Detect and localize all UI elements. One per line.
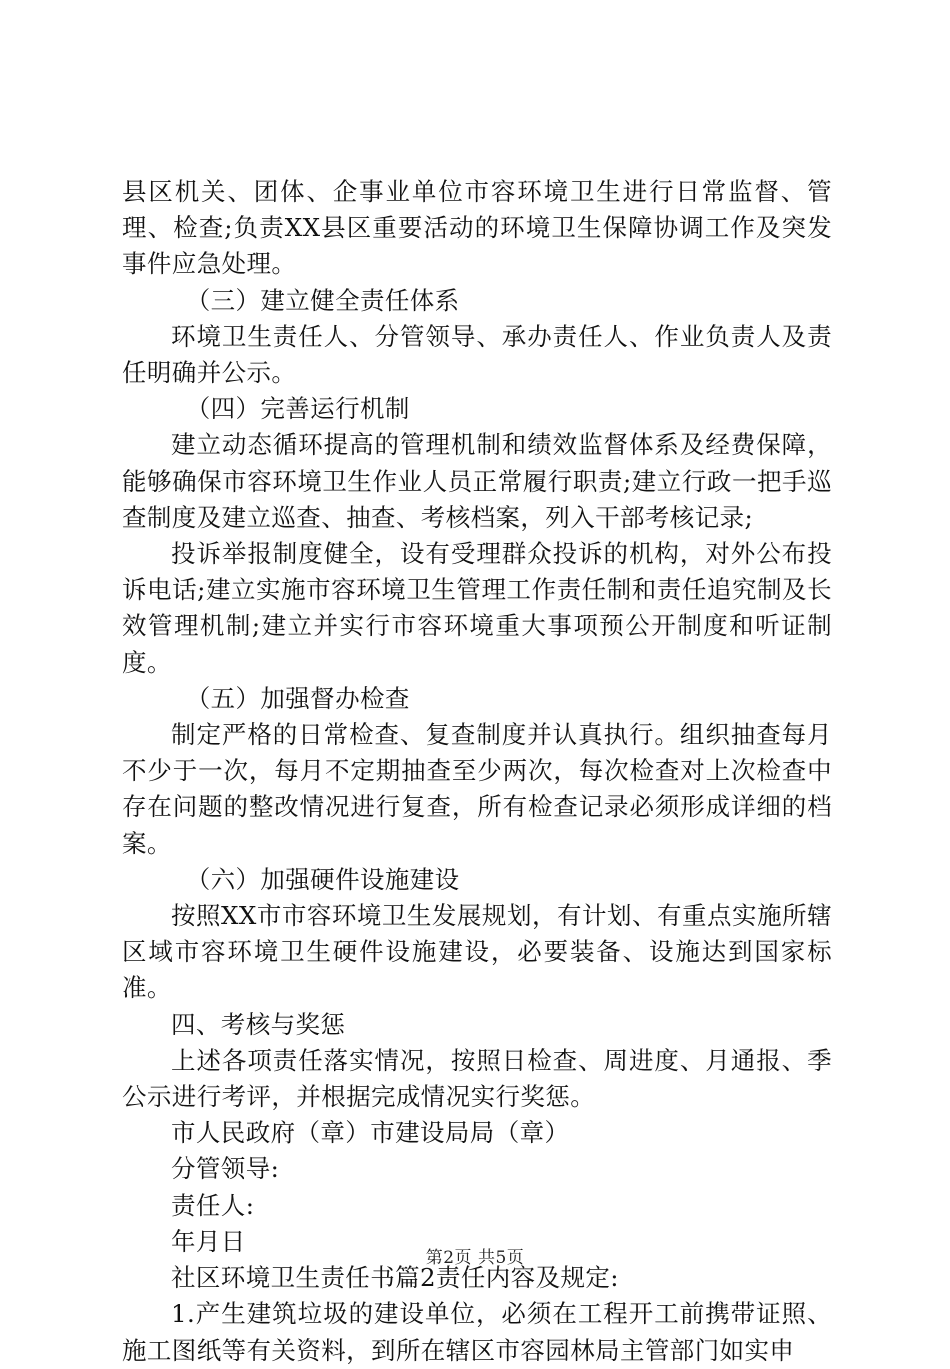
document-body [122,174,832,1369]
document-2-title: 社区环境卫生责任书篇2责任内容及规定: [171,1263,619,1293]
paragraph: 投诉举报制度健全，设有受理群众投诉的机构，对外公布投诉电话;建立实施市容环境卫生管理工作责任制和责任追究制及长效管理机制;建立并实行市容环境重大事项预公开制度和听证制度。 [122,539,832,677]
paragraph: 1.产生建筑垃圾的建设单位，必须在工程开工前携带证照、施工图纸等有关资料，到所在辖区市容园林局主管部门如实申 [122,1299,832,1365]
paragraph: 环境卫生责任人、分管领导、承办责任人、作业负责人及责任明确并公示。 [122,321,832,388]
signature-date: 年月日 [171,1226,246,1256]
paragraph: 建立动态循环提高的管理机制和绩效监督体系及经费保障，能够确保市容环境卫生作业人员正常履行职责;建立行政一把手巡查制度及建立巡查、抽查、考核档案，列入干部考核记录; [122,430,832,532]
section-heading-4: （四）完善运行机制 [185,394,410,424]
section-heading-3: （三）建立健全责任体系 [185,285,460,315]
signature-leader: 分管领导: [171,1154,280,1184]
paragraph: 制定严格的日常检查、复查制度并认真执行。组织抽查每月不少于一次，每月不定期抽查至少两次，每次检查对上次检查中存在问题的整改情况进行复查，所有检查记录必须形成详细的档案。 [122,720,832,858]
signature-seals: 市人民政府（章）市建设局局（章） [171,1118,570,1148]
paragraph: 上述各项责任落实情况，按照日检查、周进度、月通报、季公示进行考评，并根据完成情况实行奖惩。 [122,1045,832,1112]
page-number-footer: 第2页 共5页 [425,1248,525,1268]
section-heading-5: （五）加强督办检查 [185,683,410,713]
paragraph-continuation: 县区机关、团体、企事业单位市容环境卫生进行日常监督、管理、检查;负责XX县区重要活动的环境卫生保障协调工作及突发事件应急处理。 [122,177,832,279]
section-title-assessment: 四、考核与奖惩 [171,1009,346,1039]
signature-responsible: 责任人: [171,1190,255,1220]
section-heading-6: （六）加强硬件设施建设 [185,864,460,894]
paragraph: 按照XX市市容环境卫生发展规划，有计划、有重点实施所辖区域市容环境卫生硬件设施建设，必要装备、设施达到国家标准。 [122,901,832,1003]
